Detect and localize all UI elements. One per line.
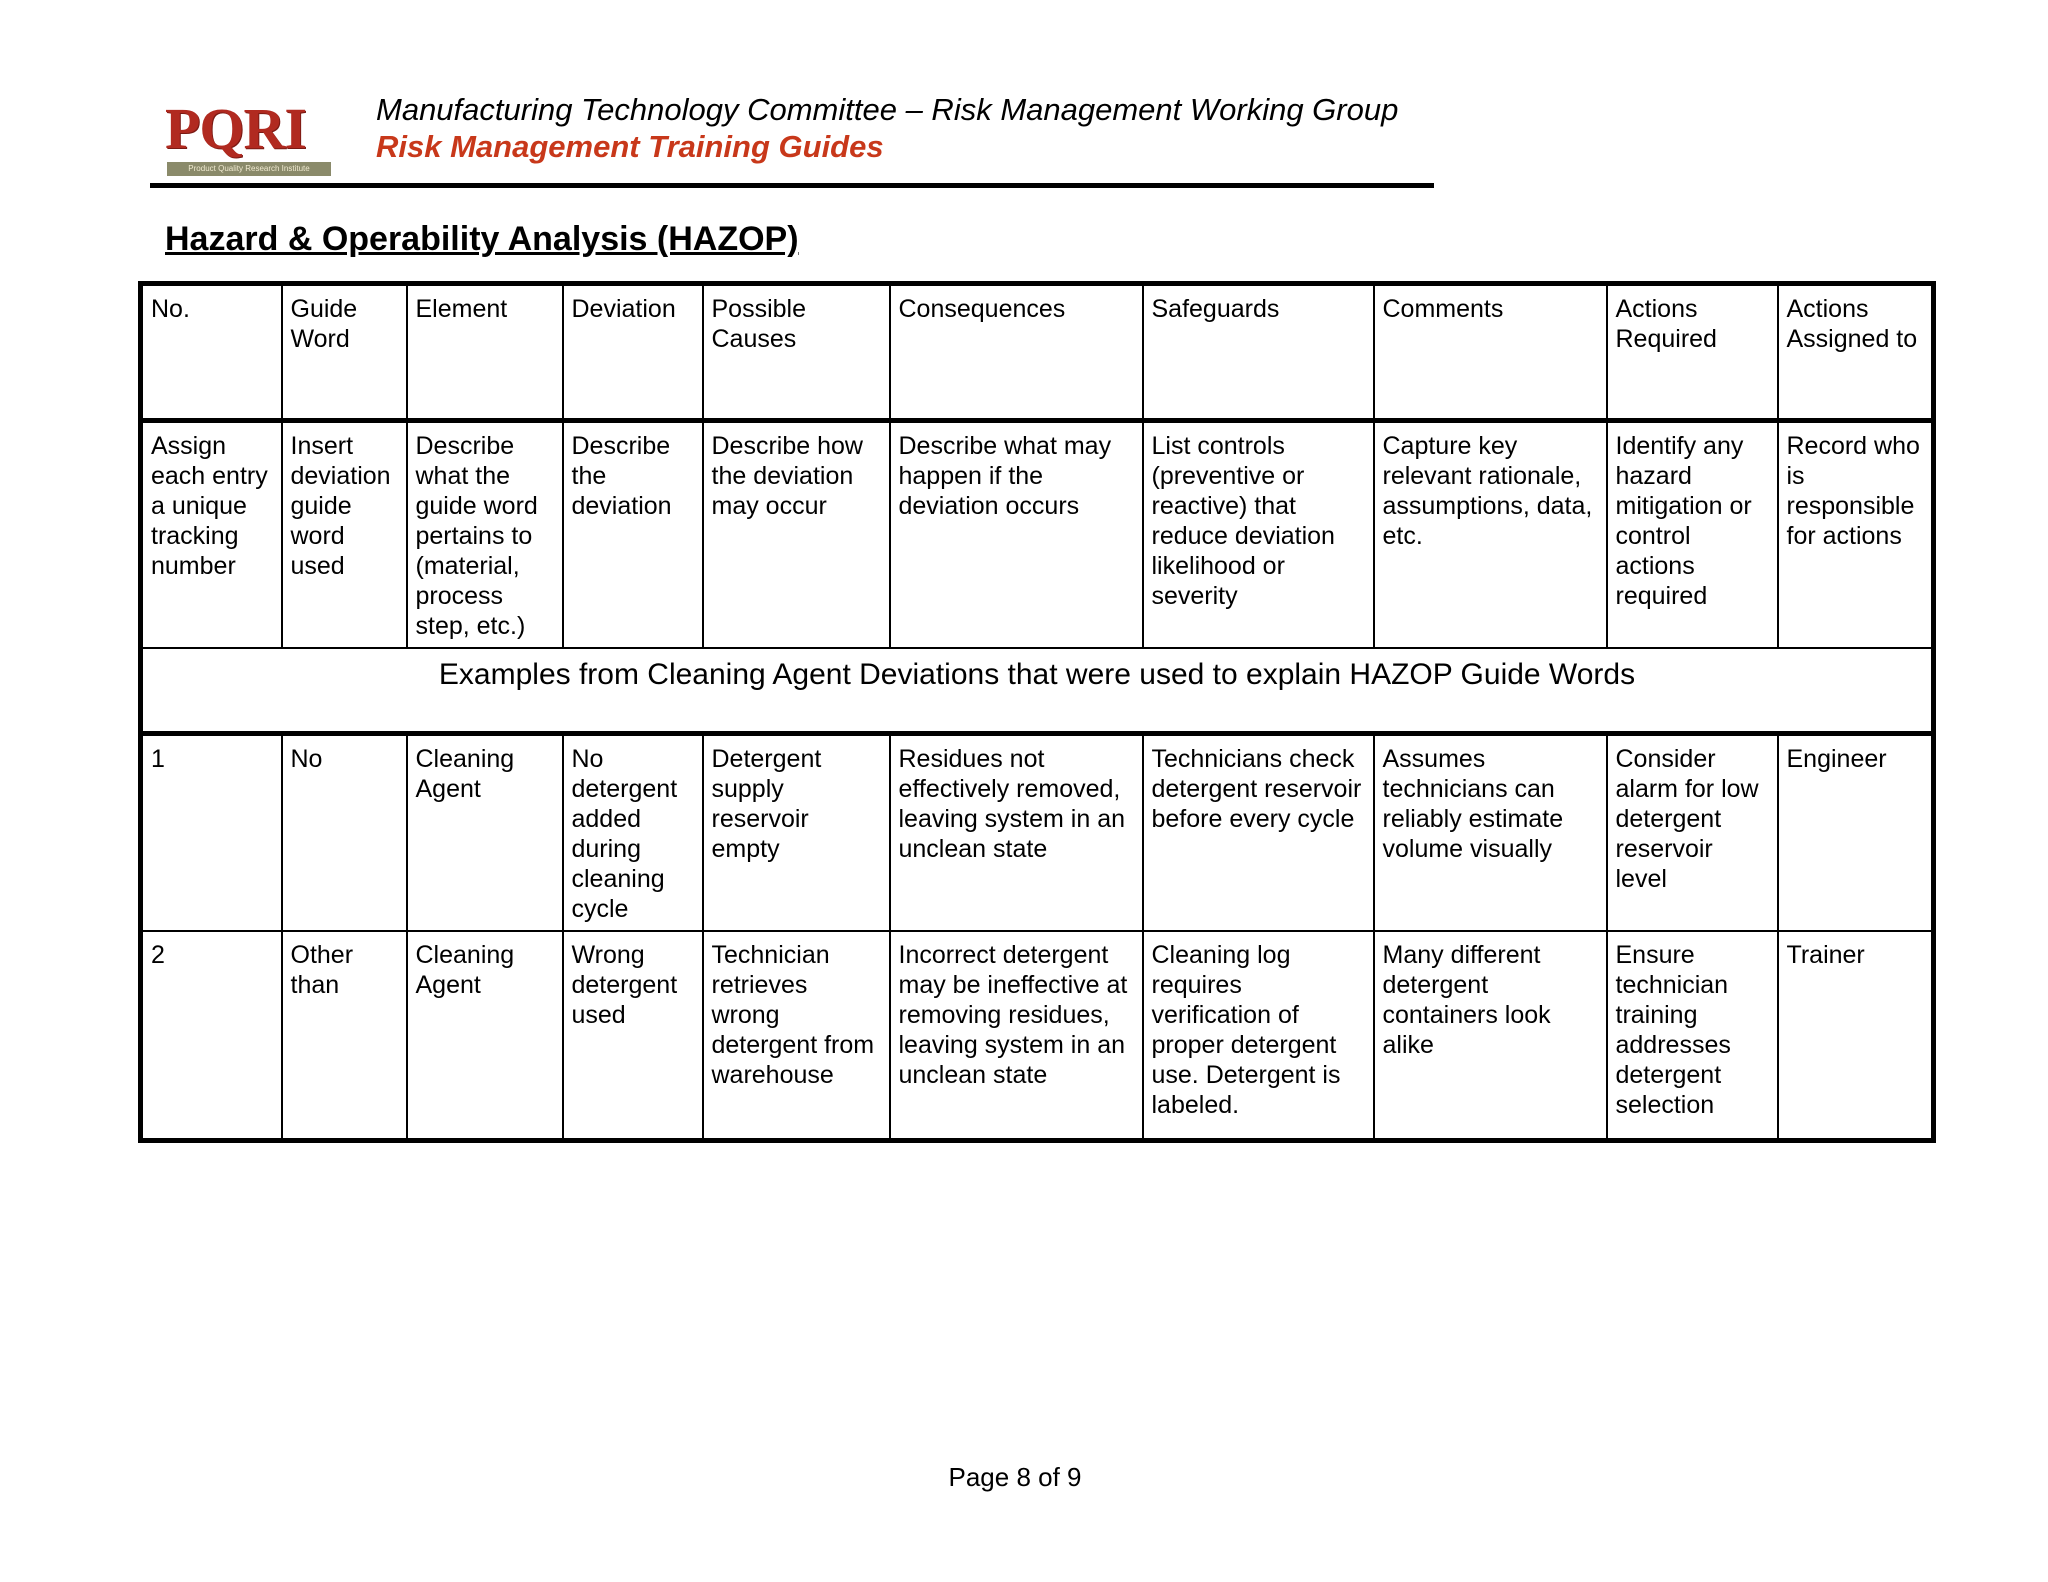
description-cell: Capture key relevant rationale, assumptions, data, etc. bbox=[1374, 421, 1607, 649]
header-cell-actions-required: Actions Required bbox=[1607, 284, 1778, 421]
table-cell: Other than bbox=[282, 931, 407, 1141]
table-header-row bbox=[141, 284, 1934, 421]
header-cell-guide-word: Guide Word bbox=[282, 284, 407, 421]
description-cell: List controls (preventive or reactive) that reduce deviation likelihood or severity bbox=[1143, 421, 1374, 649]
header-cell-consequences: Consequences bbox=[890, 284, 1143, 421]
description-cell: Identify any hazard mitigation or control actions required bbox=[1607, 421, 1778, 649]
header-cell-comments: Comments bbox=[1374, 284, 1607, 421]
header-divider bbox=[150, 183, 1434, 188]
logo-tagline: Product Quality Research Institute bbox=[167, 162, 331, 176]
header-cell-possible-causes: Possible Causes bbox=[703, 284, 890, 421]
description-cell: Describe how the deviation may occur bbox=[703, 421, 890, 649]
header-cell-no: No. bbox=[141, 284, 282, 421]
table-cell: Wrong detergent used bbox=[563, 931, 703, 1141]
table-cell: Ensure technician training addresses detergent selection bbox=[1607, 931, 1778, 1141]
header-cell-deviation: Deviation bbox=[563, 284, 703, 421]
page-title: Hazard & Operability Analysis (HAZOP) bbox=[165, 220, 799, 258]
table-cell: No bbox=[282, 734, 407, 932]
section-label: Examples from Cleaning Agent Deviations that were used to explain HAZOP Guide Words bbox=[141, 648, 1934, 734]
table-cell: Engineer bbox=[1778, 734, 1934, 932]
table-cell: Trainer bbox=[1778, 931, 1934, 1141]
pqri-logo bbox=[165, 96, 333, 180]
table-cell: No detergent added during cleaning cycle bbox=[563, 734, 703, 932]
table-cell: Consider alarm for low detergent reservoir level bbox=[1607, 734, 1778, 932]
table-cell: Cleaning Agent bbox=[407, 931, 563, 1141]
table-cell: Technicians check detergent reservoir before every cycle bbox=[1143, 734, 1374, 932]
table-cell: Many different detergent containers look alike bbox=[1374, 931, 1607, 1141]
table-description-row bbox=[141, 421, 1934, 649]
table-cell: Incorrect detergent may be ineffective at removing residues, leaving system in an unclean state bbox=[890, 931, 1143, 1141]
description-cell: Record who is responsible for actions bbox=[1778, 421, 1934, 649]
table-cell: 2 bbox=[141, 931, 282, 1141]
table-cell: Residues not effectively removed, leaving system in an unclean state bbox=[890, 734, 1143, 932]
table-row bbox=[141, 734, 1934, 932]
table-cell: 1 bbox=[141, 734, 282, 932]
hazop-table bbox=[138, 281, 1936, 1143]
header-cell-safeguards: Safeguards bbox=[1143, 284, 1374, 421]
table-cell: Cleaning log requires verification of proper detergent use. Detergent is labeled. bbox=[1143, 931, 1374, 1141]
table-cell: Assumes technicians can reliably estimate volume visually bbox=[1374, 734, 1607, 932]
header-guides: Risk Management Training Guides bbox=[376, 129, 884, 164]
header-committee: Manufacturing Technology Committee – Risk Management Working Group bbox=[376, 92, 1399, 127]
header-cell-element: Element bbox=[407, 284, 563, 421]
table-row bbox=[141, 931, 1934, 1141]
description-cell: Assign each entry a unique tracking number bbox=[141, 421, 282, 649]
header-cell-actions-assigned: Actions Assigned to bbox=[1778, 284, 1934, 421]
logo-wordmark: PQRI bbox=[165, 96, 306, 161]
description-cell: Insert deviation guide word used bbox=[282, 421, 407, 649]
description-cell: Describe what may happen if the deviation occurs bbox=[890, 421, 1143, 649]
table-cell: Technician retrieves wrong detergent from warehouse bbox=[703, 931, 890, 1141]
table-cell: Detergent supply reservoir empty bbox=[703, 734, 890, 932]
page-number: Page 8 of 9 bbox=[948, 1462, 1082, 1492]
description-cell: Describe the deviation bbox=[563, 421, 703, 649]
description-cell: Describe what the guide word pertains to (material, process step, etc.) bbox=[407, 421, 563, 649]
table-cell: Cleaning Agent bbox=[407, 734, 563, 932]
table-section-row bbox=[141, 648, 1934, 734]
